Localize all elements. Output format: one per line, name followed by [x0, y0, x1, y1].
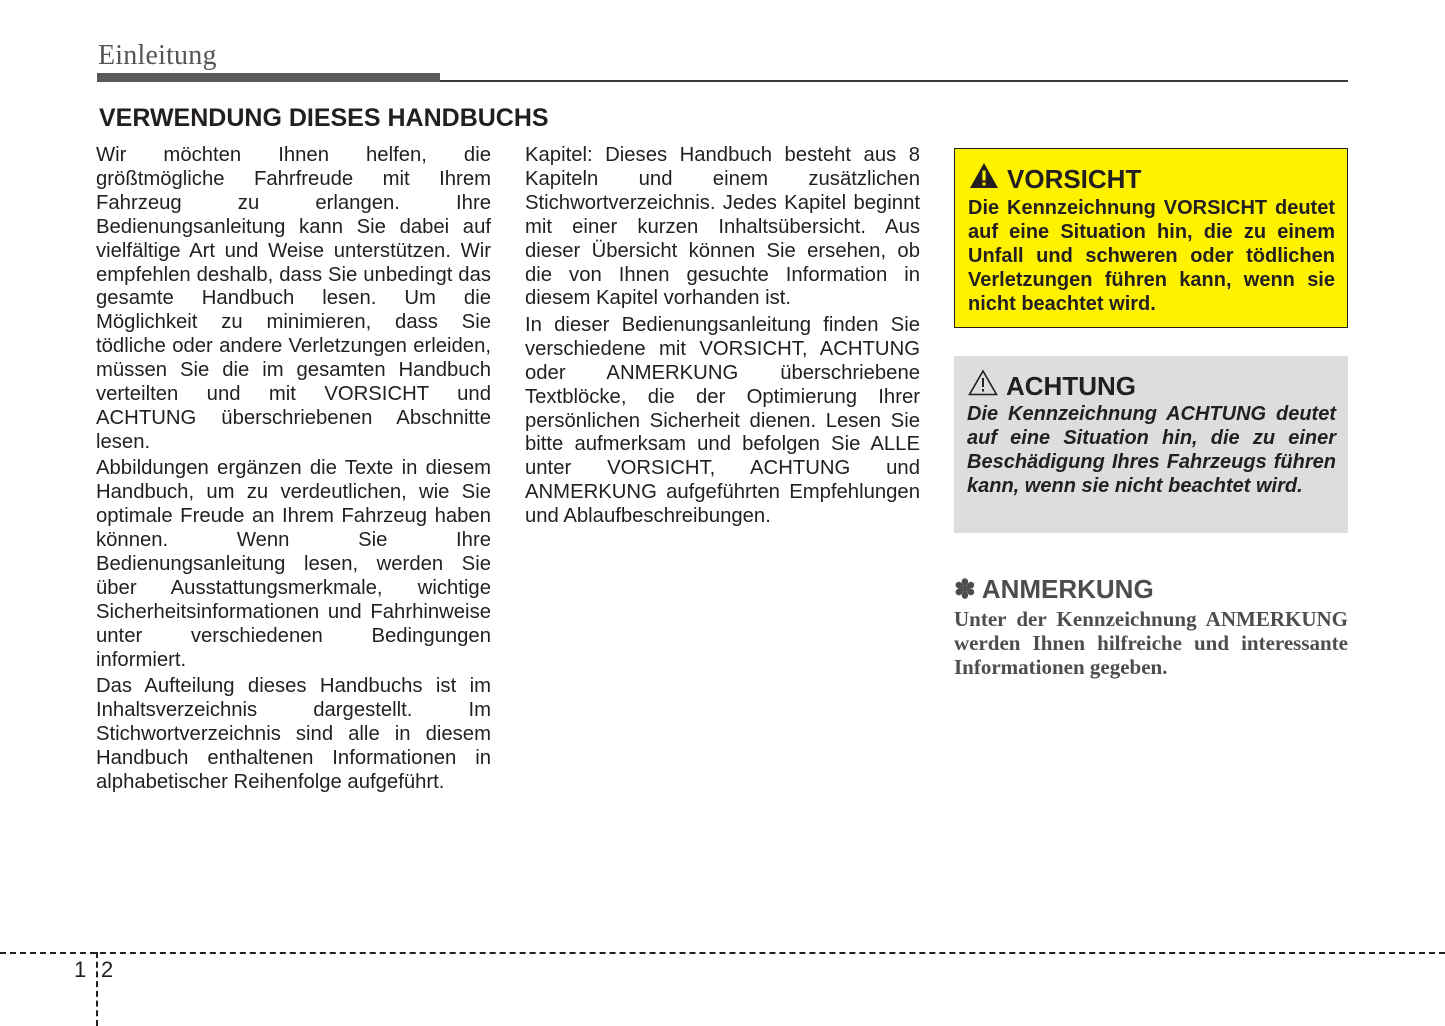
paragraph: Kapitel: Dieses Handbuch besteht aus 8 Kapiteln und einem zusätzlichen Stichwortverzeichnis. Jedes Kapitel beginnt mit einer kurzen Inhaltsübersicht. Aus dieser Übersicht können Sie ersehen, ob die von Ihnen gesuchte Information in diesem Kapitel vorhanden ist.	[525, 144, 920, 310]
asterisk-icon: ✽	[954, 574, 976, 604]
text-column-middle	[525, 144, 920, 532]
section-heading: VERWENDUNG DIESES HANDBUCHS	[99, 104, 549, 132]
note-text: Unter der Kennzeichnung ANMERKUNG werden Ihnen hilfreiche und interessante Informationen gegeben.	[954, 607, 1348, 679]
warning-triangle-icon	[969, 162, 999, 196]
header-rule-thick	[97, 73, 440, 82]
caution-heading	[968, 369, 1136, 403]
paragraph: Das Aufteilung dieses Handbuchs ist im Inhaltsverzeichnis dargestellt. Im Stichwortverzeichnis sind alle in diesem Handbuch enthaltenen Informationen in alphabetischer Reihenfolge aufgeführt.	[96, 675, 491, 793]
header-rule-thin	[440, 80, 1348, 82]
footer-vertical-divider	[96, 952, 98, 1026]
paragraph: Abbildungen ergänzen die Texte in diesem Handbuch, um zu verdeutlichen, wie Sie optimale Freude an Ihrem Fahrzeug haben können. Wenn Sie Ihre Bedienungsanleitung lesen, werden Sie über Ausstattungsmerkmale, wichtige Sicherheitsinformationen und Fahrhinweise unter verschiedenen Bedingungen informiert.	[96, 457, 491, 671]
warning-text: Die Kennzeichnung VORSICHT deutet auf eine Situation hin, die zu einem Unfall und schweren oder tödlichen Verletzungen führen kann, wenn sie nicht beachtet wird.	[968, 197, 1335, 315]
chapter-number: 1	[74, 957, 87, 982]
warning-heading	[969, 162, 1141, 196]
caution-box	[954, 356, 1348, 533]
warning-title: VORSICHT	[1007, 163, 1142, 194]
caution-title: ACHTUNG	[1006, 370, 1136, 401]
paragraph: Wir möchten Ihnen helfen, die größtmögliche Fahrfreude mit Ihrem Fahrzeug zu erlangen. Ihre Bedienungsanleitung kann Sie dabei auf vielfältige Art und Weise unterstützen. Wir empfehlen deshalb, dass Sie unbedingt das gesamte Handbuch lesen. Um die Möglichkeit zu minimieren, dass Sie tödliche oder andere Verletzungen erleiden, müssen Sie die im gesamten Handbuch verteilten und mit VORSICHT und ACHTUNG überschriebenen Abschnitte lesen.	[96, 144, 491, 453]
header-title: Einleitung	[98, 40, 217, 71]
note-title: ANMERKUNG	[981, 574, 1154, 604]
warning-box	[954, 148, 1348, 328]
caution-text: Die Kennzeichnung ACHTUNG deutet auf eine Situation hin, die zu einer Beschädigung Ihres Fahrzeugs führen kann, wenn sie nicht beachtet wird.	[967, 403, 1336, 497]
text-column-left	[96, 144, 491, 797]
caution-triangle-icon	[968, 369, 998, 403]
paragraph: In dieser Bedienungsanleitung finden Sie verschiedene mit VORSICHT, ACHTUNG oder ANMERKUNG überschriebene Textblöcke, die der Optimierung Ihrer persönlichen Sicherheit dienen. Lesen Sie bitte aufmerksam und befolgen Sie ALLE unter VORSICHT, ACHTUNG und ANMERKUNG aufgeführten Empfehlungen und Ablaufbeschreibungen.	[525, 313, 920, 528]
footer-divider	[0, 952, 1445, 954]
page-number: 2	[101, 957, 114, 982]
note-heading	[954, 574, 1154, 605]
